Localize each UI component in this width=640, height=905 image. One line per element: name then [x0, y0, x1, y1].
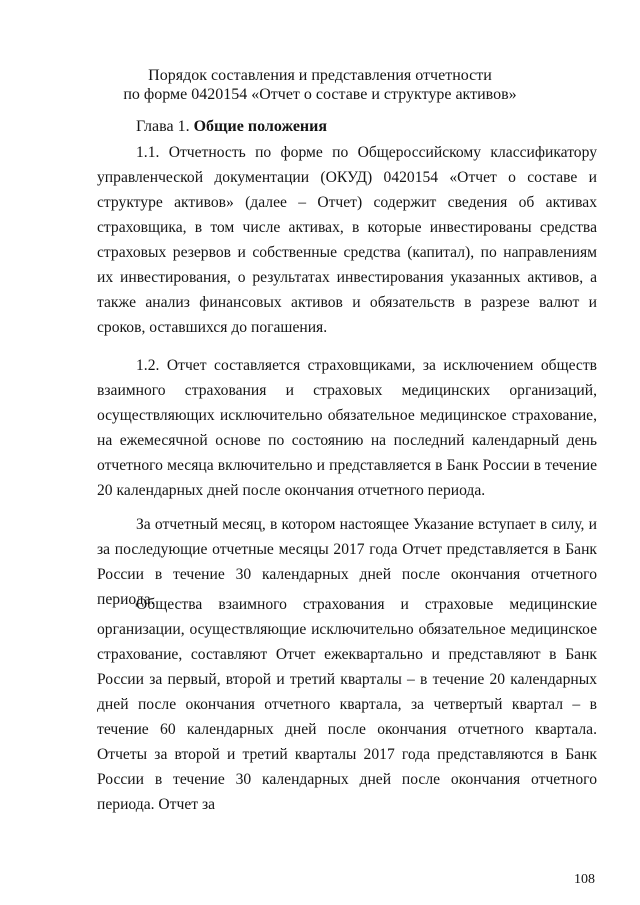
- chapter-heading: [136, 117, 327, 136]
- paragraph-mutual-insurance: Общества взаимного страхования и страховые медицинские организации, осуществляющие исключительно обязательное медицинское страхование, составляют Отчет ежеквартально и представляют в Банк России за первый, второй и третий кварталы – в течение 20 календарных дней после окончания отчетного квартала, за четвертый квартал – в течение 60 календарных дней после окончания отчетного квартала. Отчеты за второй и третий кварталы 2017 года представляются в Банк России в течение 30 календарных дней после окончания отчетного периода. Отчет за: [97, 596, 597, 813]
- paragraph-reporting-month: За отчетный месяц, в котором настоящее Указание вступает в силу, и за последующие отчетные месяцы 2017 года Отчет представляется в Банк России в течение 30 календарных дней после окончания отчетного периода.: [97, 516, 597, 608]
- document-title: [0, 66, 640, 104]
- title-line-1: Порядок составления и представления отчетности: [148, 67, 492, 84]
- chapter-title: Общие положения: [193, 118, 328, 135]
- paragraph-1-1: 1.1. Отчетность по форме по Общероссийскому классификатору управленческой документации (ОКУД) 0420154 «Отчет о составе и структуре активов» (далее – Отчет) содержит сведения об активах страховщика, в том числе активах, в которые инвестированы средства страховых резервов и собственные средства (капитал), по направлениям их инвестирования, о результатах инвестирования указанных активов, а также анализ финансовых активов и обязательств в разрезе валют и сроков, оставшихся до погашения.: [97, 144, 597, 336]
- page-number: 108: [574, 872, 595, 887]
- paragraph-1-2: 1.2. Отчет составляется страховщиками, за исключением обществ взаимного страхования и страховых медицинских организаций, осуществляющих исключительно обязательное медицинское страхование, на ежемесячной основе по состоянию на последний календарный день отчетного месяца включительно и представляется в Банк России в течение 20 календарных дней после окончания отчетного периода.: [97, 357, 597, 499]
- title-line-2: по форме 0420154 «Отчет о составе и структуре активов»: [123, 86, 517, 103]
- chapter-label: Глава 1.: [136, 118, 190, 135]
